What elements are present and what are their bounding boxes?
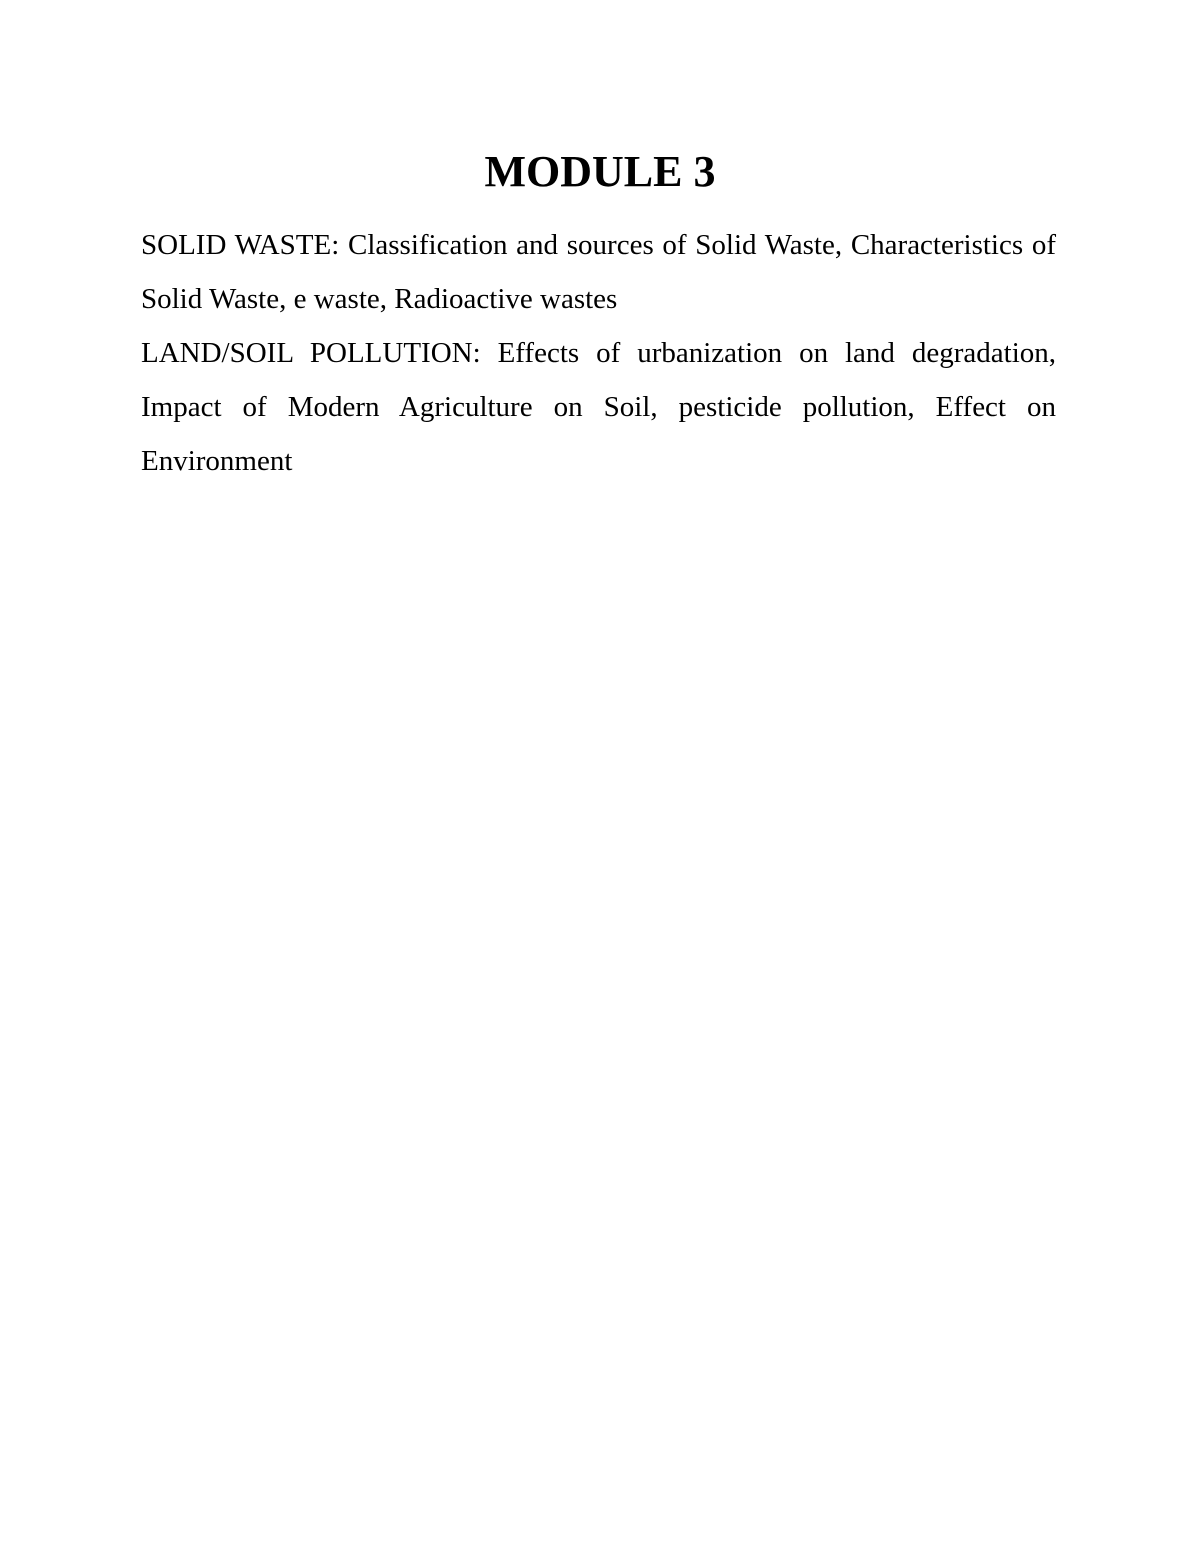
module-content [141,218,1056,488]
module-title: MODULE 3 [484,147,716,196]
paragraph-solid-waste: SOLID WASTE: Classification and sources of Solid Waste, Characteristics of Solid Waste, e waste, Radioactive wastes [141,229,1056,315]
paragraph-land-soil-pollution: LAND/SOIL POLLUTION: Effects of urbanization on land degradation, Impact of Modern Agriculture on Soil, pesticide pollution, Effect on Environment [141,337,1056,477]
